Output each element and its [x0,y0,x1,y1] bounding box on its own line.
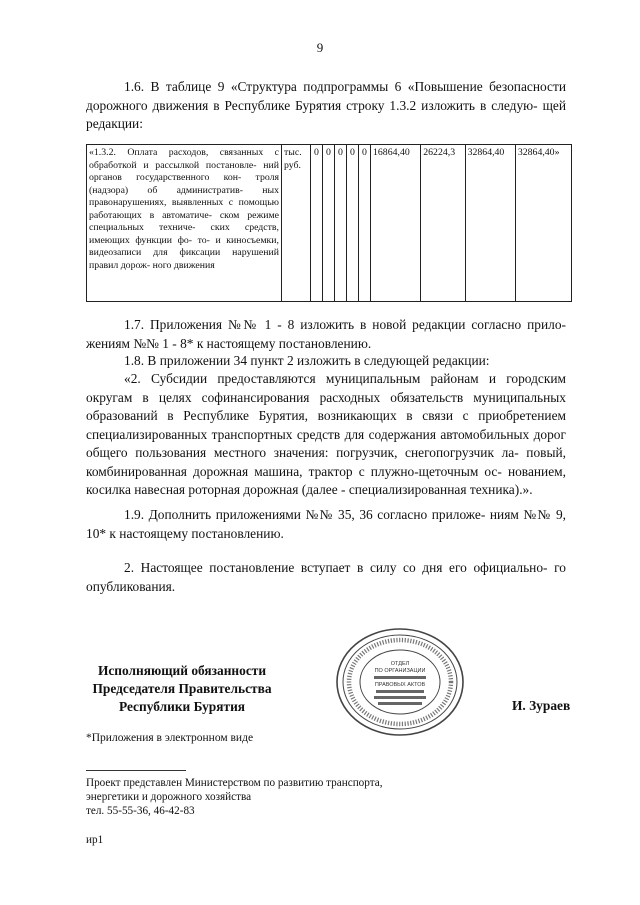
stamp-line: ПРАВОВЫХ АКТОВ [374,682,426,688]
value-cell: 32864,40» [515,145,571,302]
paragraph-1-6 [86,78,566,134]
table-row [87,145,572,302]
footnote-divider [86,770,186,771]
zero-cell: 0 [311,145,323,302]
paragraph-quote: «2. Субсидии предоставляются муниципальным районам и городским округам в целях софинансирования расходных обязательств муниципальных образований в Республике Бурятия, возникающих в связи с приобретением специализированных транспортных средств для содержания автомобильных дорог общего пользования местного значения: погрузчик, снегопогрузчик ла- повый, комбинированная дорожная машина, трактор с плужно-щеточным ос- нованием, косилка навесная роторная дорожная (далее - специализированная техника).». [86,371,566,497]
official-stamp-seal [334,626,466,738]
project-info: Проект представлен Министерством по развитию транспорта, энергетики и дорожного хозяйства тел. 55-55-36, 46-42-83 [86,777,383,817]
value-cell: 16864,40 [371,145,421,302]
line: щей редакции: [86,97,566,131]
document-code: ир1 [86,834,104,846]
row-description: «1.3.2. Оплата расходов, связанных с обработкой и рассылкой постановле- ний органов государственного кон- троля (надзора) об административ- ных правонарушениях, выявленных с помощью работающих в автоматиче- ском режиме специальных техниче- ских средств, имеющих функции фо- то- и киносъемки, видеозаписи для фиксации нарушений правил дорож- ного движения [87,145,282,302]
amendment-table [86,144,572,302]
value-cell: 32864,40 [465,145,515,302]
value-cell: 26224,3 [421,145,465,302]
paragraph-2: 2. Настоящее постановление вступает в силу со дня его официально- го опубликования. [86,560,566,594]
zero-cell: 0 [335,145,347,302]
zero-cell: 0 [359,145,371,302]
line: дорожного движения в Республике Бурятия строку 1.3.2 изложить в следую- [86,97,538,113]
stamp-line: ПО ОРГАНИЗАЦИИ [374,668,426,674]
zero-cell: 0 [347,145,359,302]
paragraph-1-7: 1.7. Приложения №№ 1 - 8 изложить в новой редакции согласно прило- жениям №№ 1 - 8* к настоящему постановлению. [86,317,566,351]
footnote: *Приложения в электронном виде [86,732,254,744]
line: 1.6. В таблице 9 «Структура подпрограммы 6 «Повышение безопасности [124,79,566,94]
signer-name: И. Зураев [512,698,571,713]
stamp-line: ОТДЕЛ [390,661,410,667]
paragraph-1-8: 1.8. В приложении 34 пункт 2 изложить в следующей редакции: [124,353,490,368]
unit-cell: тыс. руб. [282,145,311,302]
paragraph-1-9: 1.9. Дополнить приложениями №№ 35, 36 согласно приложе- ниям №№ 9, 10* к настоящему постановлению. [86,507,566,541]
signer-title: Исполняющий обязанности Председателя Правительства Республики Бурятия [92,663,272,714]
page-number: 9 [316,40,324,55]
zero-cell: 0 [323,145,335,302]
